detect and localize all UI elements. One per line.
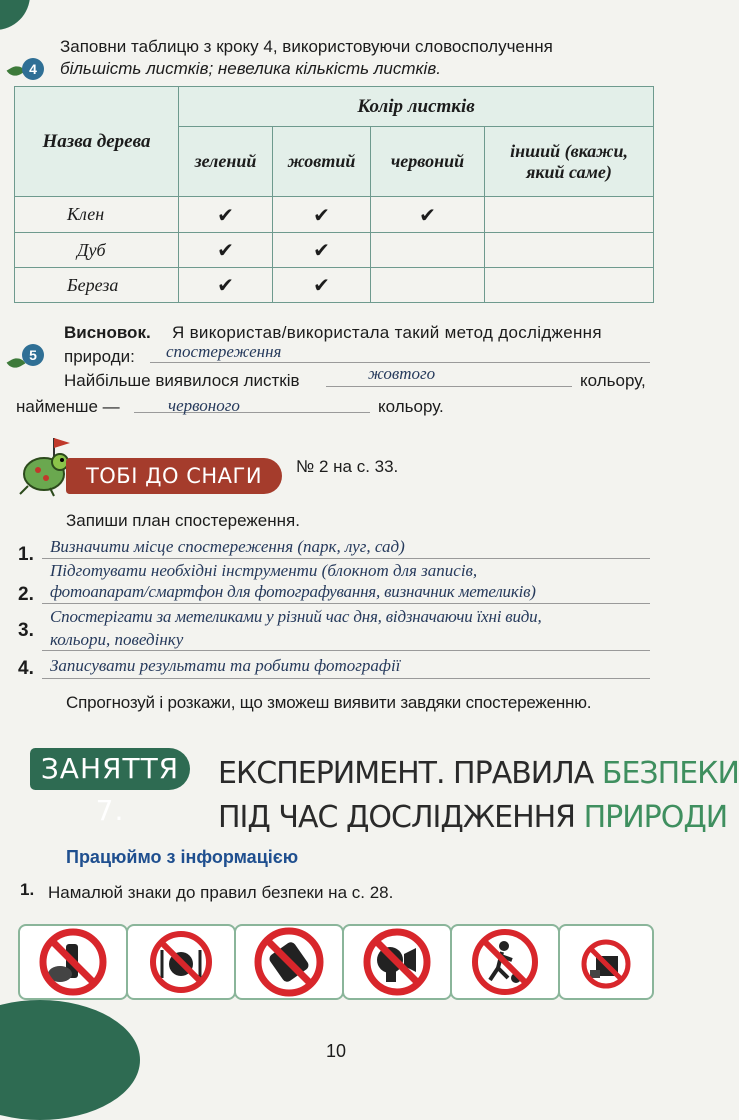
conclusion-line3-suffix: кольору, xyxy=(580,371,646,390)
plan-item-3-line1[interactable]: Спостерігати за метеликами у різний час дня, відзначаючи їхні види, xyxy=(50,607,542,626)
plan-line xyxy=(42,678,650,679)
lesson-title-highlight: БЕЗПЕКИ xyxy=(601,756,739,791)
tree-name: Дуб xyxy=(15,233,179,268)
task4-line2: більшість листків; невелика кількість листків. xyxy=(60,59,441,78)
no-eating-icon xyxy=(128,926,234,998)
check-mark: ✔ xyxy=(273,197,371,233)
no-running-icon xyxy=(452,926,558,998)
col-color-header: Колір листків xyxy=(179,87,654,127)
no-shouting-icon xyxy=(344,926,450,998)
observation-table xyxy=(14,86,654,303)
most-color-answer[interactable]: жовтого xyxy=(368,364,436,383)
subcol-red: червоний xyxy=(371,127,485,197)
no-eating-sign xyxy=(126,924,236,1000)
lesson-title-part: ЕКСПЕРИМЕНТ. ПРАВИЛА xyxy=(218,756,602,791)
method-answer-line xyxy=(150,362,650,363)
tobi-reference: № 2 на с. 33. xyxy=(296,457,399,476)
task1-number: 1. xyxy=(20,880,35,899)
col-tree-header: Назва дерева xyxy=(15,87,179,197)
plan-item-2-line2[interactable]: фотоапарат/смартфон для фотографування, визначник метеликів) xyxy=(50,582,536,601)
plan-number-1: 1. xyxy=(18,544,34,565)
table-row xyxy=(15,233,654,268)
empty-cell[interactable] xyxy=(371,233,485,268)
check-mark: ✔ xyxy=(179,197,273,233)
no-littering-sign xyxy=(558,924,654,1000)
table-row xyxy=(15,268,654,303)
table-row xyxy=(15,197,654,233)
empty-cell[interactable] xyxy=(485,197,654,233)
check-mark: ✔ xyxy=(179,268,273,303)
conclusion-line4-suffix: кольору. xyxy=(378,397,444,416)
plan-item-2-line1[interactable]: Підготувати необхідні інструменти (блокнот для записів, xyxy=(50,561,478,580)
task4-line1: Заповни таблицю з кроку 4, використовуючи словосполучення xyxy=(60,37,553,56)
check-mark: ✔ xyxy=(371,197,485,233)
plan-number-4: 4. xyxy=(18,658,34,679)
lesson-title-line2 xyxy=(218,800,727,835)
plan-item-1-line1[interactable]: Визначити місце спостереження (парк, луг, сад) xyxy=(50,537,405,556)
subcol-other: інший (вкажи, який саме) xyxy=(485,127,654,197)
predict-instruction: Спрогнозуй і розкажи, що зможеш виявити завдяки спостереженню. xyxy=(66,693,592,712)
plan-number-2: 2. xyxy=(18,584,34,605)
page-number: 10 xyxy=(326,1041,347,1061)
least-color-answer[interactable]: червоного xyxy=(168,396,240,415)
most-answer-line xyxy=(326,386,572,387)
no-food-drink-sign xyxy=(18,924,128,1000)
tobi-do-snagy-badge: ТОБІ ДО СНАГИ xyxy=(66,458,282,494)
no-phone-sign xyxy=(234,924,344,1000)
conclusion-line4-prefix: найменше — xyxy=(16,397,120,416)
lesson-title-part: ПІД ЧАС ДОСЛІДЖЕННЯ xyxy=(218,800,584,835)
method-answer[interactable]: спостереження xyxy=(166,342,282,361)
lesson-title-line1 xyxy=(218,756,739,791)
task-number-5: 5 xyxy=(22,344,44,366)
task1-text: Намалюй знаки до правил безпеки на с. 28. xyxy=(48,883,394,902)
subcol-yellow: жовтий xyxy=(273,127,371,197)
empty-cell[interactable] xyxy=(371,268,485,303)
no-running-sign xyxy=(450,924,560,1000)
check-mark: ✔ xyxy=(273,233,371,268)
conclusion-line1: Я використав/використала такий метод дослідження xyxy=(172,323,602,342)
conclusion-line3-prefix: Найбільше виявилося листків xyxy=(64,371,300,390)
tree-name: Клен xyxy=(15,197,179,233)
plan-line xyxy=(42,650,650,651)
plan-line xyxy=(42,603,650,604)
plan-instruction: Запиши план спостереження. xyxy=(66,511,300,530)
no-shouting-sign xyxy=(342,924,452,1000)
check-mark: ✔ xyxy=(273,268,371,303)
plan-number-3: 3. xyxy=(18,620,34,641)
no-food-drink-icon xyxy=(20,926,126,998)
plan-item-3-line2[interactable]: кольори, поведінку xyxy=(50,630,184,649)
task-number-4: 4 xyxy=(22,58,44,80)
corner-decoration xyxy=(0,0,30,30)
corner-decoration-bottom xyxy=(0,1000,140,1120)
no-littering-icon xyxy=(560,926,652,998)
plan-item-4-line1[interactable]: Записувати результати та робити фотографії xyxy=(50,656,401,675)
subcol-green: зелений xyxy=(179,127,273,197)
section-heading: Працюймо з інформацією xyxy=(66,847,299,867)
empty-cell[interactable] xyxy=(485,268,654,303)
no-phone-icon xyxy=(236,926,342,998)
conclusion-label: Висновок. xyxy=(64,323,151,342)
conclusion-line2-prefix: природи: xyxy=(64,347,135,366)
lesson-badge: ЗАНЯТТЯ 7. xyxy=(30,748,190,790)
check-mark: ✔ xyxy=(179,233,273,268)
tree-name: Береза xyxy=(15,268,179,303)
lesson-title-highlight: ПРИРОДИ xyxy=(583,800,728,835)
plan-line xyxy=(42,558,650,559)
empty-cell[interactable] xyxy=(485,233,654,268)
